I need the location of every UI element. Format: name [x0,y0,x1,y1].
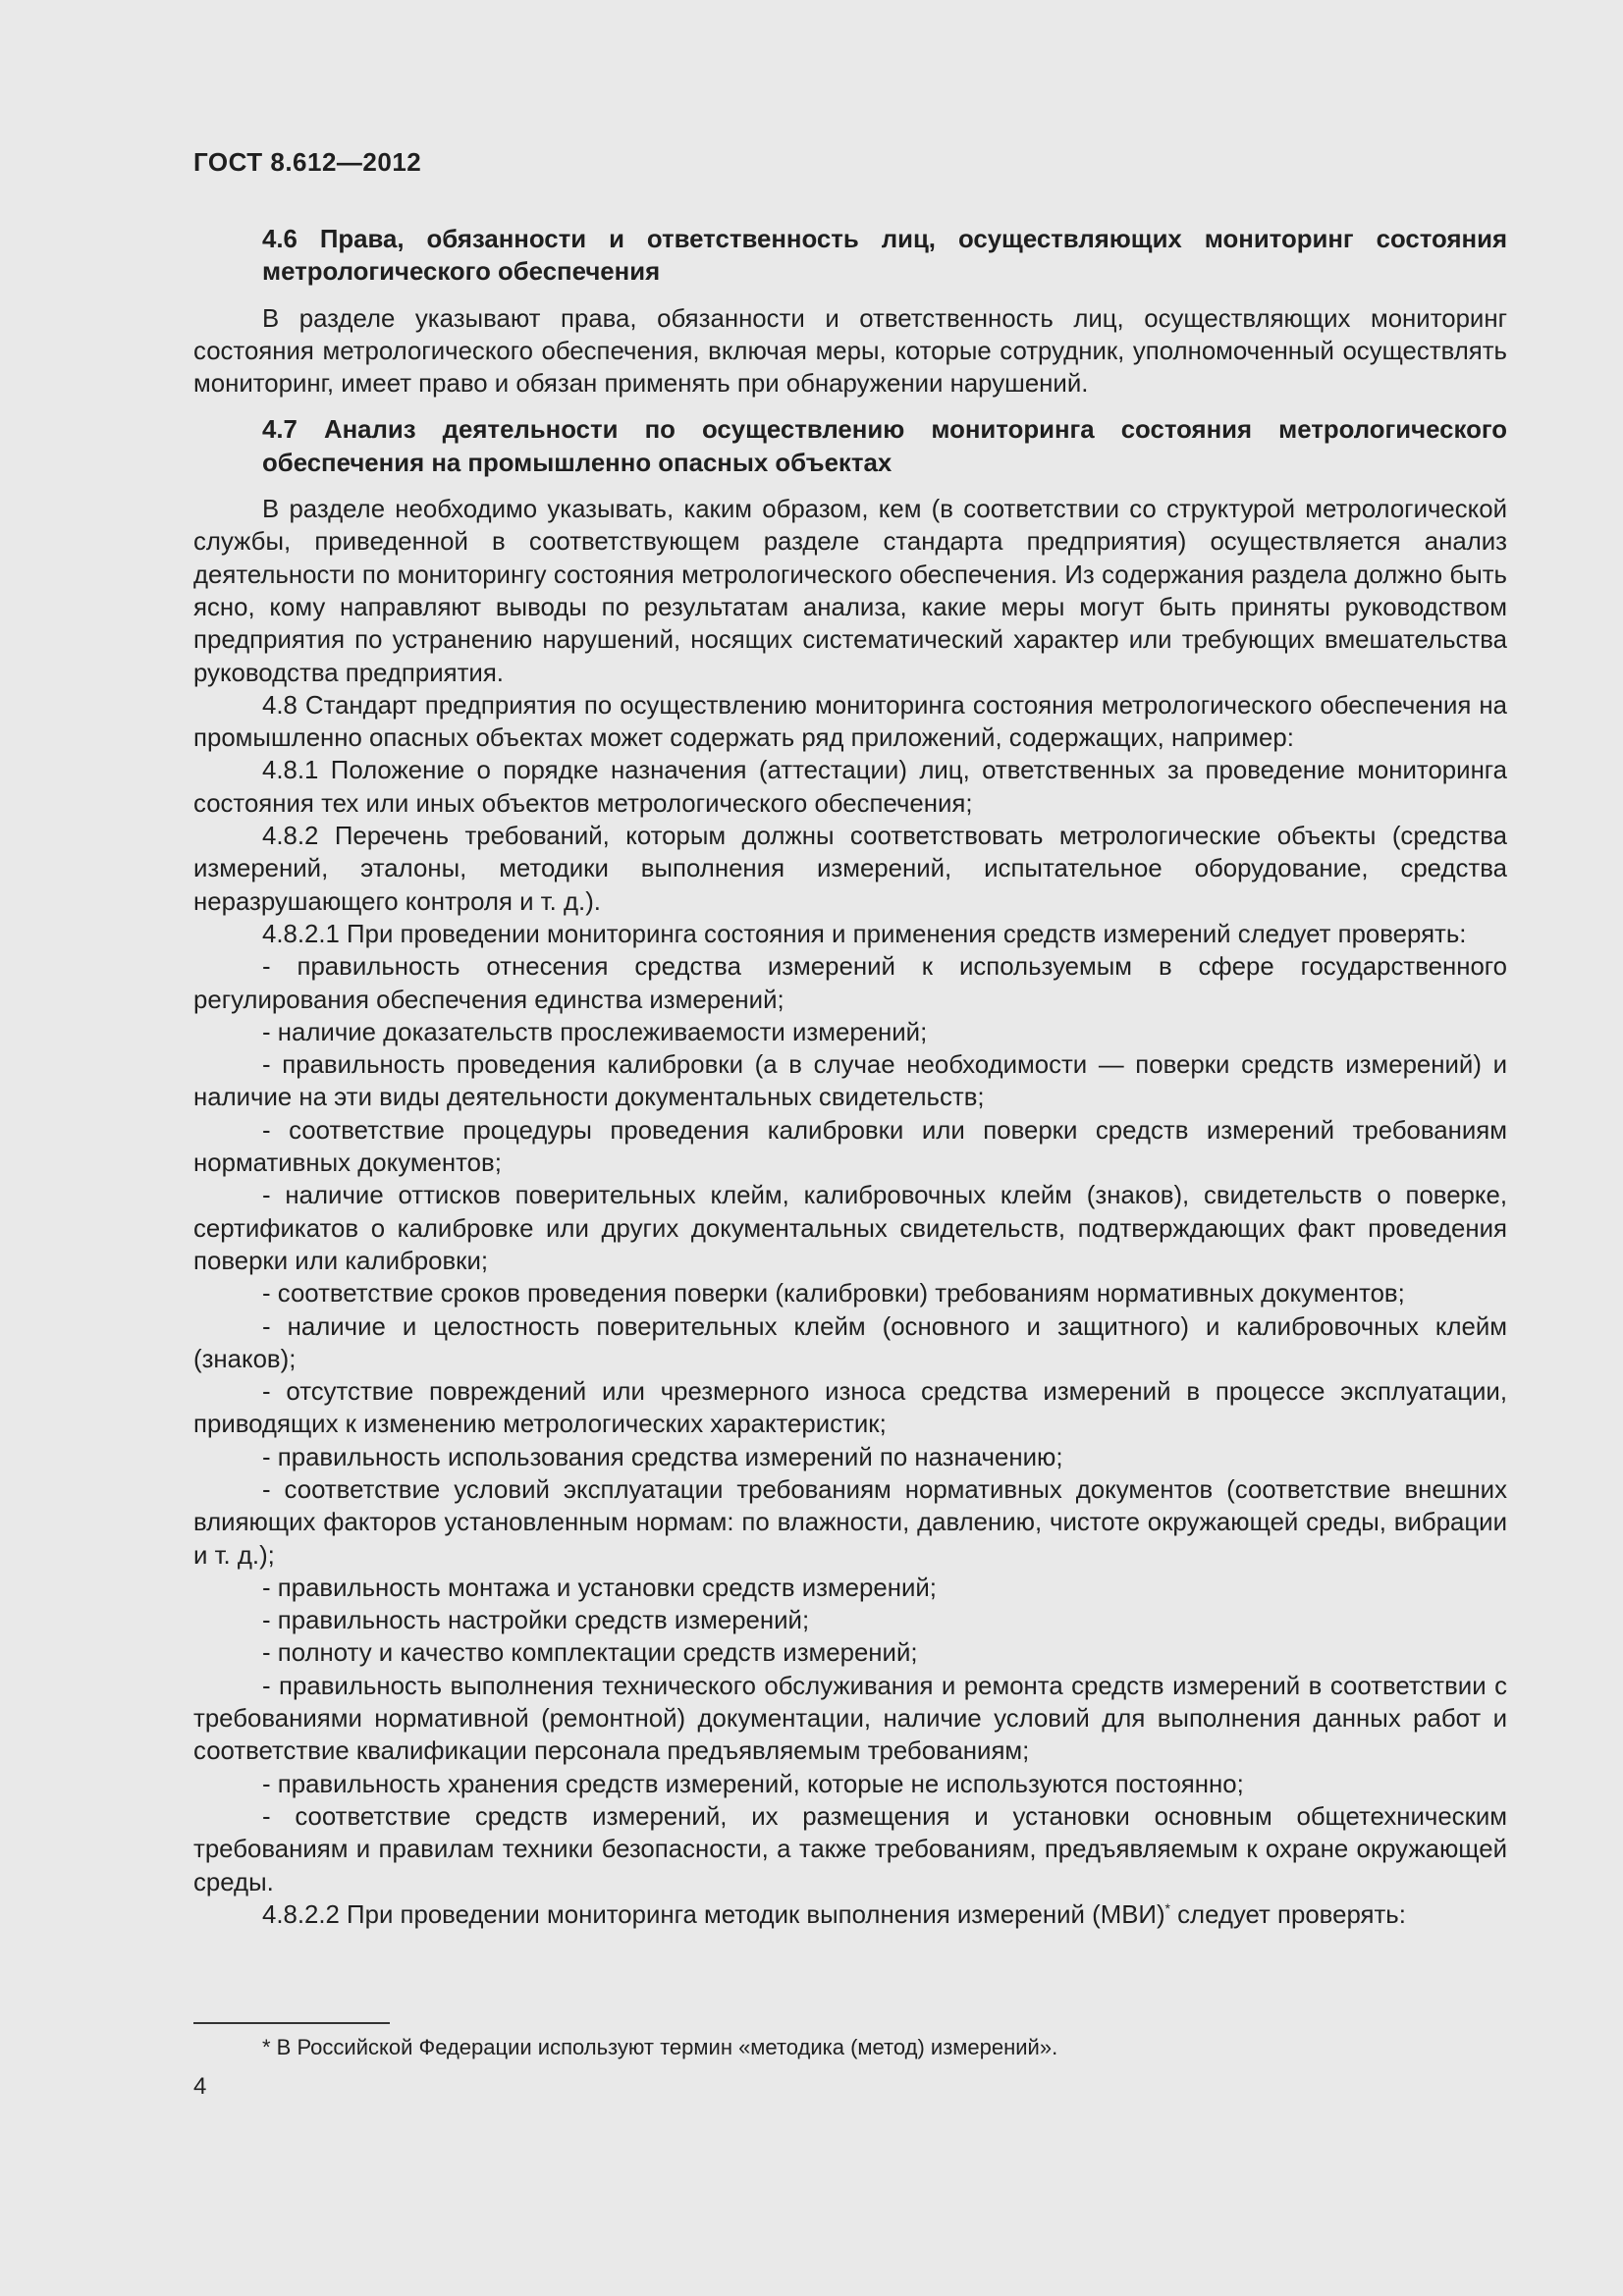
list-item: - отсутствие повреждений или чрезмерного износа средства измерений в процессе эксплуатации, приводящих к изменению метрологических характеристик; [193,1378,1507,1439]
page-number: 4 [193,2073,207,2100]
list-item: - правильность настройки средств измерений; [262,1607,810,1635]
clause-4-8-2-2 [193,1899,1507,1932]
clause-4-8-2: 4.8.2 Перечень требований, которым должны соответствовать метрологические объекты (средства измерений, эталоны, методики выполнения измерений, испытательное оборудование, средства неразрушающего контроля и т. д.). [193,823,1507,916]
clause-4-8-2-2-text: 4.8.2.2 При проведении мониторинга методик выполнения измерений (МВИ) [262,1900,1165,1929]
list-item: - правильность проведения калибровки (а в случае необходимости — поверки средств измерений) и наличие на эти виды деятельности документальных свидетельств; [193,1051,1507,1112]
list-item: - правильность отнесения средства измерений к используемым в сфере государственного регулирования обеспечения единства измерений; [193,953,1507,1014]
list-item: - соответствие процедуры проведения калибровки или поверки средств измерений требованиям нормативных документов; [193,1116,1507,1178]
list-item: - правильность выполнения технического обслуживания и ремонта средств измерений в соответствии с требованиями нормативной (ремонтной) документации, наличие условий для выполнения данных работ и соответствие квалификации персонала предъявляемым требованиям; [193,1672,1507,1766]
section-4-7-text: В разделе необходимо указывать, каким образом, кем (в соответствии со структурой метрологической службы, приведенной в соответствующем разделе стандарта предприятия) осуществляется анализ деятельности по мониторингу состояния метрологического обеспечения. Из содержания раздела должно быть ясно, кому направляют выводы по результатам анализа, какие меры могут быть приняты руководством предприятия по устранению нарушений, носящих систематический характер или требующих вмешательства руководства предприятия. [193,496,1507,687]
list-item: - соответствие сроков проведения поверки (калибровки) требованиям нормативных документов; [262,1280,1405,1308]
list-item: - правильность монтажа и установки средств измерений; [262,1574,937,1602]
list-item: - соответствие условий эксплуатации требованиям нормативных документов (соответствие внешних влияющих факторов установленным нормам: по влажности, давлению, чистоте окружающей среды, вибрации и т. д.); [193,1475,1507,1570]
list-item: - наличие и целостность поверительных клейм (основного и защитного) и калибровочных клейм (знаков); [193,1312,1507,1373]
list-item: - правильность хранения средств измерений, которые не используются постоянно; [262,1770,1244,1798]
section-4-6-text: В разделе указывают права, обязанности и ответственность лиц, осуществляющих мониторинг состояния метрологического обеспечения, включая меры, которые сотрудник, уполномоченный осуществлять мониторинг, имеет право и обязан применять при обнаружении нарушений. [193,304,1507,399]
clause-4-8-2-1: 4.8.2.1 При проведении мониторинга состояния и применения средств измерений следует проверять: [262,920,1467,948]
clause-4-8-1: 4.8.1 Положение о порядке назначения (аттестации) лиц, ответственных за проведение мониторинга состояния тех или иных объектов метрологического обеспечения; [193,757,1507,818]
list-item: - наличие оттисков поверительных клейм, калибровочных клейм (знаков), свидетельств о поверке, сертификатов о калибровке или других документальных свидетельств, подтверждающих факт проведения поверки или калибровки; [193,1182,1507,1275]
section-4-6-heading: 4.6 Права, обязанности и ответственность лиц, осуществляющих мониторинг состояния метрологического обеспечения [262,226,1507,287]
footnote: * В Российской Федерации используют термин «методика (метод) измерений». [262,2035,1058,2059]
list-item: - соответствие средств измерений, их размещения и установки основным общетехническим требованиям и правилам техники безопасности, а также требованиям, предъявляемым к охране окружающей среды. [193,1802,1507,1896]
clause-4-8: 4.8 Стандарт предприятия по осуществлению мониторинга состояния метрологического обеспечения на промышленно опасных объектах может содержать ряд приложений, содержащих, например: [193,691,1507,753]
section-4-7-heading: 4.7 Анализ деятельности по осуществлению мониторинга состояния метрологического обеспечения на промышленно опасных объектах [262,416,1507,477]
clause-4-8-2-2-tail: следует проверять: [1169,1900,1406,1929]
document-body [193,224,1507,1932]
list-item: - наличие доказательств прослеживаемости измерений; [262,1018,928,1046]
list-item: - правильность использования средства измерений по назначению; [262,1443,1063,1471]
footnote-divider [193,2022,390,2024]
footnote-reference[interactable]: * [1164,1899,1170,1916]
list-item: - полноту и качество комплектации средств измерений; [262,1639,918,1668]
standard-header: ГОСТ 8.612—2012 [193,147,422,177]
